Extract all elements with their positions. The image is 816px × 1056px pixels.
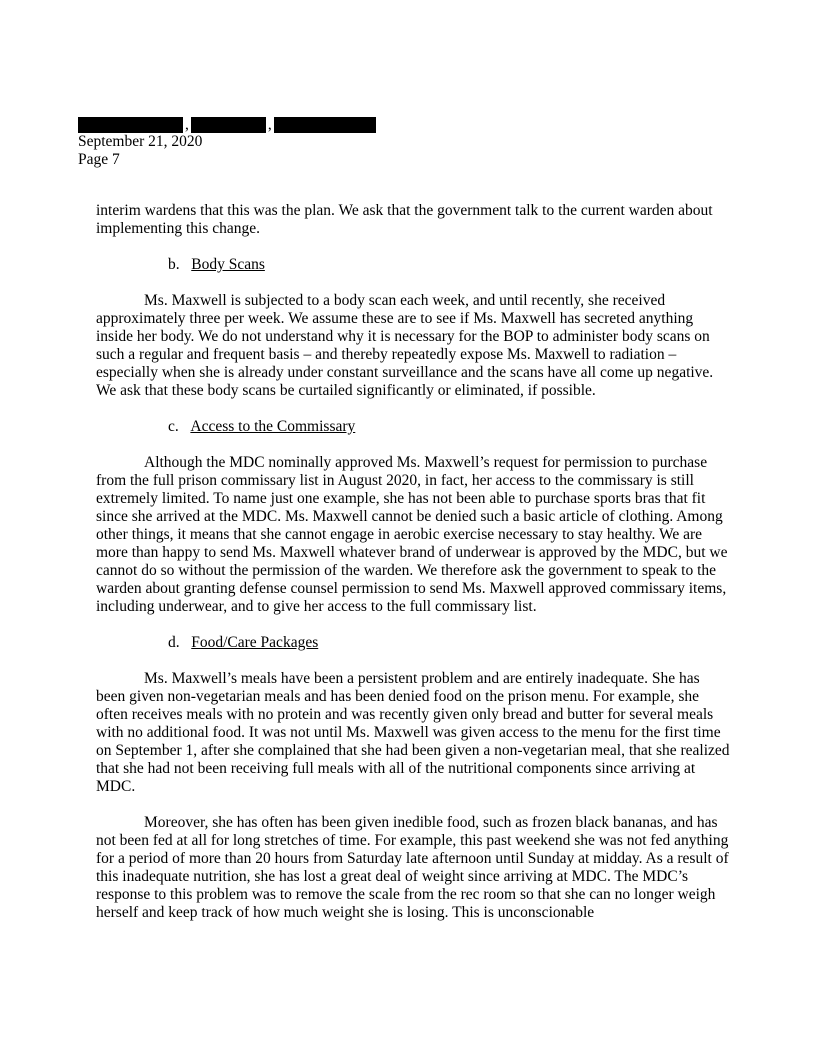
section-title: Food/Care Packages [191,634,319,651]
paragraph-food-1: Ms. Maxwell’s meals have been a persistent problem and are entirely inadequate. She has been given non-vegetarian meals and has been denied food on the prison menu. For example, she often receives meals with no protein and was recently given only bread and butter for several meals with no additional food. It was not until Ms. Maxwell was given access to the menu for the first time on September 1, after she complained that she had been given a non-vegetarian meal, that she realized that she had not been receiving full meals with all of the nutritional components since arriving at MDC. [96,670,730,795]
paragraph-commissary: Although the MDC nominally approved Ms. Maxwell’s request for permission to purchase from the full prison commissary list in August 2020, in fact, her access to the commissary is still extremely limited. To name just one example, she has not been able to purchase sports bras that fit since she arrived at the MDC. Ms. Maxwell cannot be denied such a basic article of clothing. Among other things, it means that she cannot engage in aerobic exercise necessary to stay healthy. We are more than happy to send Ms. Maxwell whatever brand of underwear is approved by the MDC, but we cannot do so without the permission of the warden. We therefore ask the government to speak to the warden about granting defense counsel permission to send Ms. Maxwell approved commissary items, including underwear, and to give her access to the full commissary list. [96,454,728,615]
paragraph-body-scans: Ms. Maxwell is subjected to a body scan each week, and until recently, she received approximately three per week. We assume these are to see if Ms. Maxwell has secreted anything inside her body. We do not understand why it is necessary for the BOP to administer body scans on such a regular and frequent basis – and thereby repeatedly expose Ms. Maxwell to radiation – especially when she is already under constant surveillance and the scans have all come up negative. We ask that these body scans be curtailed significantly or eliminated, if possible. [96,292,714,399]
letter-header [78,115,738,169]
section-heading-body-scans [168,256,730,274]
redaction-block [78,117,183,133]
paragraph-food-2: Moreover, she has often has been given inedible food, such as frozen black bananas, and has not been fed at all for long stretches of time. For example, this past weekend she was not fed anything for a period of more than 20 hours from Saturday late afternoon until Sunday at midday. As a result of this inadequate nutrition, she has lost a great deal of weight since arriving at MDC. The MDC’s response to this problem was to remove the scale from the rec room so that she can no longer weigh herself and keep track of how much weight she is losing. This is unconscionable [96,814,729,921]
section-title: Body Scans [191,256,265,273]
separator-comma: , [267,116,272,133]
section-letter: c. [168,418,179,435]
section-letter: d. [168,634,180,651]
section-letter: b. [168,256,180,273]
section-heading-food [168,634,730,652]
section-heading-commissary [168,418,730,436]
letter-body [96,202,730,922]
letter-date: September 21, 2020 [78,133,203,150]
page-number: Page 7 [78,151,120,168]
redaction-block [274,117,376,133]
paragraph-intro: interim wardens that this was the plan. We ask that the government talk to the current warden about implementing this change. [96,202,713,237]
separator-comma: , [185,116,189,133]
section-title: Access to the Commissary [190,418,356,435]
redaction-block [191,117,266,133]
redacted-addressee-line [78,115,738,133]
